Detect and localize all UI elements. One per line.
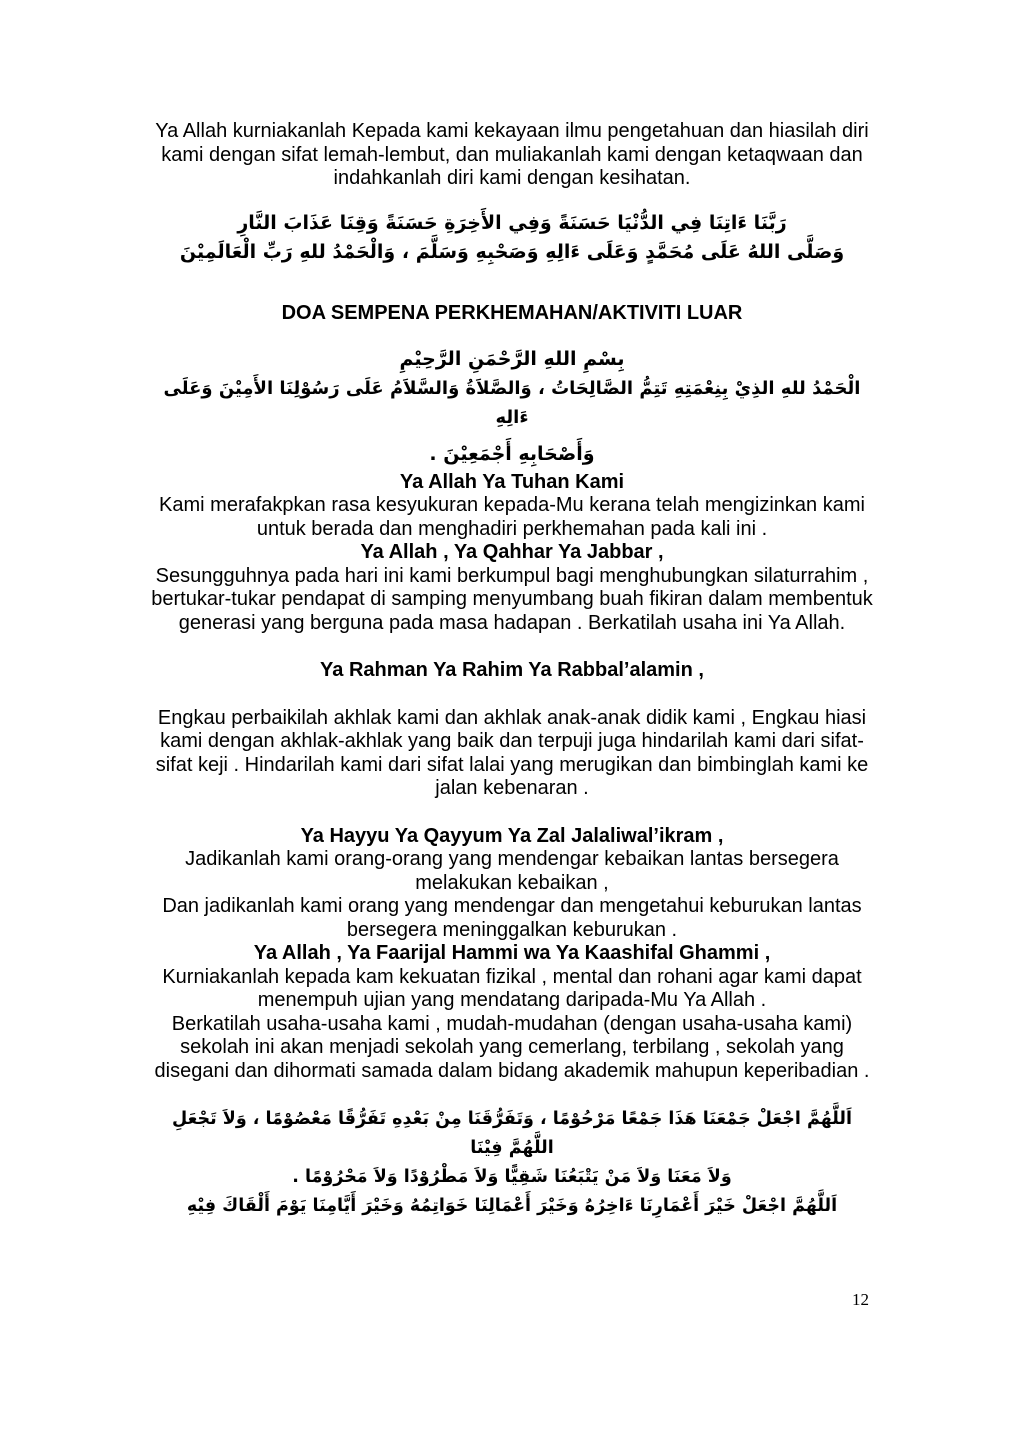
section-title: Ya Allah , Ya Qahhar Ya Jabbar , xyxy=(360,541,664,563)
section-body: Kami merafakpkan rasa kesyukuran kepada-Mu kerana telah mengizinkan kami untuk berada dan menghadiri perkhemahan pada kali ini . xyxy=(159,494,865,540)
arabic-line: وَلاَ مَعَنَا وَلاَ مَنْ يَتْبَعُنَا شَقِيًّا وَلاَ مَطْرُوْدًا وَلاَ مَحْرُوْمًا . xyxy=(292,1167,732,1187)
arabic-line: رَبَّنَا ءَاتِنَا فِي الدُّنْيَا حَسَنَةً وَفِي الأَخِرَةِ حَسَنَةً وَقِنَا عَذَابَ النَّارِ xyxy=(237,211,787,234)
intro-paragraph: Ya Allah kurniakanlah Kepada kami kekayaan ilmu pengetahuan dan hiasilah diri kami dengan sifat lemah-lembut, dan muliakanlah kami dengan ketaqwaan dan indahkanlah diri kami dengan kesihatan. xyxy=(155,120,869,189)
arabic-line: الْحَمْدُ للهِ الذِيْ بِنِعْمَتِهِ تَتِمُّ الصَّالِحَاتُ ، وَالصَّلاَةُ وَالسَّلاَمُ عَلَى رَسُوْلِنَا الأَمِيْنَ وَعَلَى ءَالِهِ xyxy=(163,377,861,428)
section-body: Berkatilah usaha-usaha kami , mudah-mudahan (dengan usaha-usaha kami) sekolah ini akan menjadi sekolah yang cemerlang, terbilang , sekolah yang disegani dan dihormati samada dalam bidang akademik mahupun keperibadian . xyxy=(154,1012,870,1082)
section-title: Ya Allah Ya Tuhan Kami xyxy=(399,470,625,493)
arabic-opening-verse xyxy=(150,345,874,469)
section-body: Sesungguhnya pada hari ini kami berkumpul bagi menghubungkan silaturrahim , bertukar-tukar pendapat di samping menyumbang buah fikiran dalam membentuk generasi yang berguna pada masa hadapan . Berkatilah usaha ini Ya Allah. xyxy=(151,564,873,634)
arabic-closing-verse-1 xyxy=(150,209,874,267)
arabic-line: اَللَّهُمَّ اجْعَلْ خَيْرَ أَعْمَارِنَا ءَاخِرُهُ وَخَيْرَ أَعْمَالِنَا خَوَاتِمُهُ وَخَيْرَ أَيَّامِنَا يَوْمَ أَلْقَاكَ فِيْهِ xyxy=(186,1196,838,1216)
section-body: Kurniakanlah kepada kam kekuatan fizikal , mental dan rohani agar kami dapat menempuh ujian yang mendatang daripada-Mu Ya Allah . xyxy=(162,965,862,1011)
section-title: Ya Allah , Ya Faarijal Hammi wa Ya Kaashifal Ghammi , xyxy=(253,942,771,964)
section-body: Jadikanlah kami orang-orang yang mendengar kebaikan lantas bersegera melakukan kebaikan , xyxy=(185,848,839,894)
arabic-line: وَأَصْحَابِهِ أَجْمَعِيْنَ . xyxy=(429,442,595,465)
arabic-line: اَللَّهُمَّ اجْعَلْ جَمْعَنَا هَذَا جَمْعًا مَرْحُوْمًا ، وَتَفَرُّقَنَا مِنْ بَعْدِهِ تَفَرُّقًا مَعْصُوْمًا ، وَلاَ تَجْعَلِ اللَّهُمَّ فِيْنَا xyxy=(172,1109,852,1158)
document-page xyxy=(150,120,874,1221)
section-title: Ya Hayyu Ya Qayyum Ya Zal Jalaliwal’ikram , xyxy=(300,824,724,847)
section-heading: DOA SEMPENA PERKHEMAHAN/AKTIVITI LUAR xyxy=(281,301,743,324)
section-title: Ya Rahman Ya Rahim Ya Rabbal’alamin , xyxy=(320,659,704,681)
section-body: Engkau perbaikilah akhlak kami dan akhlak anak-anak didik kami , Engkau hiasi kami dengan akhlak-akhlak yang baik dan terpuji juga hindarilah kami dari sifat-sifat keji . Hindarilah kami dari sifat lalai yang merugikan dan bimbinglah kami ke jalan kebenaran . xyxy=(155,706,869,799)
arabic-line: وَصَلَّى اللهُ عَلَى مُحَمَّدٍ وَعَلَى ءَالِهِ وَصَحْبِهِ وَسَلَّمَ ، وَالْحَمْدُ للهِ رَبِّ الْعَالَمِيْنَ xyxy=(179,240,845,263)
arabic-closing-verse-2 xyxy=(150,1105,874,1221)
bismillah: بِسْمِ اللهِ الرَّحْمَنِ الرَّحِيْمِ xyxy=(399,347,625,370)
page-number: 12 xyxy=(852,1290,869,1309)
section-body: Dan jadikanlah kami orang yang mendengar dan mengetahui keburukan lantas bersegera meninggalkan keburukan . xyxy=(162,895,862,941)
